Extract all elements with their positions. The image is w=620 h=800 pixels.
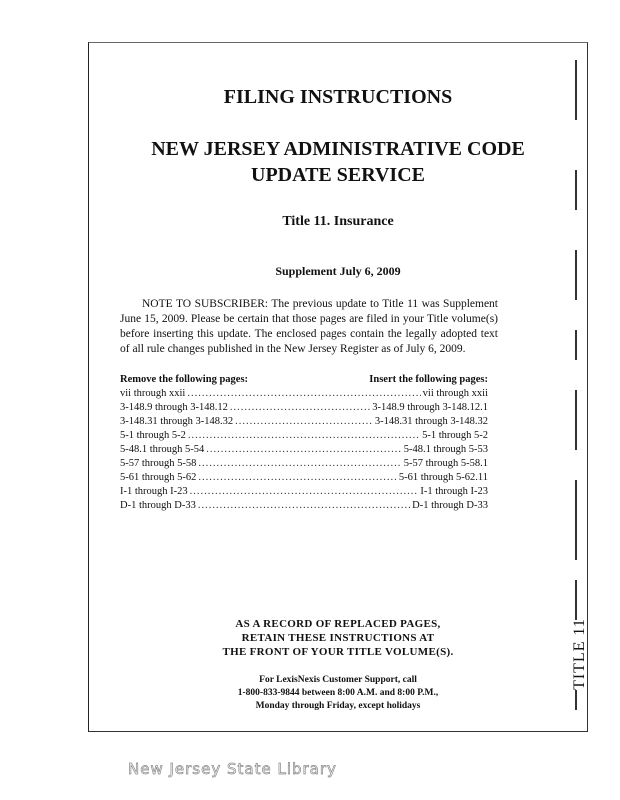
insert-pages: 3-148.9 through 3-148.12.1 <box>372 402 488 413</box>
leader-dots <box>198 471 396 485</box>
leader-dots <box>206 443 401 457</box>
remove-pages: I-1 through I-23 <box>120 486 188 497</box>
table-row <box>120 457 488 471</box>
table-header <box>120 373 488 387</box>
leader-dots <box>190 485 419 499</box>
remove-pages: 5-48.1 through 5-54 <box>120 444 205 455</box>
leader-dots <box>235 415 373 429</box>
table-row <box>120 499 488 513</box>
table-row <box>120 401 488 415</box>
leader-dots <box>198 457 401 471</box>
insert-column-header: Insert the following pages: <box>369 374 488 385</box>
leader-dots <box>188 429 420 443</box>
table-row <box>120 387 488 401</box>
library-stamp: New Jersey State Library <box>128 760 337 778</box>
insert-pages: 5-48.1 through 5-53 <box>403 444 488 455</box>
insert-pages: 5-1 through 5-2 <box>422 430 488 441</box>
insert-pages: I-1 through I-23 <box>420 486 488 497</box>
leader-dots <box>230 401 370 415</box>
support-line-2: 1-800-833-9844 between 8:00 A.M. and 8:00 P.M., <box>237 688 439 698</box>
code-title-line-2: UPDATE SERVICE <box>251 164 425 186</box>
table-row <box>120 471 488 485</box>
remove-pages: 3-148.9 through 3-148.12 <box>120 402 228 413</box>
leader-dots <box>187 387 420 401</box>
remove-pages: 3-148.31 through 3-148.32 <box>120 416 234 427</box>
table-row <box>120 443 488 457</box>
title-subject: Title 11. Insurance <box>282 214 394 229</box>
record-line-2: RETAIN THESE INSTRUCTIONS AT <box>241 632 435 644</box>
supplement-date: Supplement July 6, 2009 <box>275 264 401 278</box>
code-title-heading <box>88 136 588 188</box>
title-tab-label: TITLE 11 <box>571 618 588 690</box>
filing-instructions-heading: FILING INSTRUCTIONS <box>223 86 453 108</box>
subscriber-note: NOTE TO SUBSCRIBER: The previous update to Title 11 was Supplement June 15, 2009. Please be certain that those pages are filed in your Title volume(s) before inserting this update. The enclosed pages contain the legally adopted text of all rule changes published in the New Jersey Register as of July 6, 2009. <box>120 298 498 355</box>
record-instruction <box>88 617 588 659</box>
leader-dots <box>198 499 410 513</box>
customer-support-info <box>88 674 588 713</box>
code-title-line-1: NEW JERSEY ADMINISTRATIVE CODE <box>151 138 525 160</box>
table-row <box>120 429 488 443</box>
table-row <box>120 415 488 429</box>
insert-pages: 5-57 through 5-58.1 <box>403 458 488 469</box>
insert-pages: vii through xxii <box>422 388 488 399</box>
insert-pages: 5-61 through 5-62.11 <box>398 472 488 483</box>
remove-pages: 5-1 through 5-2 <box>120 430 186 441</box>
record-line-3: THE FRONT OF YOUR TITLE VOLUME(S). <box>222 646 454 658</box>
remove-pages: 5-57 through 5-58 <box>120 458 197 469</box>
remove-pages: 5-61 through 5-62 <box>120 472 197 483</box>
remove-pages: vii through xxii <box>120 388 186 399</box>
remove-column-header: Remove the following pages: <box>120 374 249 385</box>
remove-pages: D-1 through D-33 <box>120 500 196 511</box>
support-line-3: Monday through Friday, except holidays <box>255 701 421 711</box>
insert-pages: 3-148.31 through 3-148.32 <box>374 416 488 427</box>
table-row <box>120 485 488 499</box>
page-replacement-table <box>120 373 488 513</box>
record-line-1: AS A RECORD OF REPLACED PAGES, <box>235 618 441 630</box>
support-line-1: For LexisNexis Customer Support, call <box>259 675 417 685</box>
insert-pages: D-1 through D-33 <box>412 500 488 511</box>
